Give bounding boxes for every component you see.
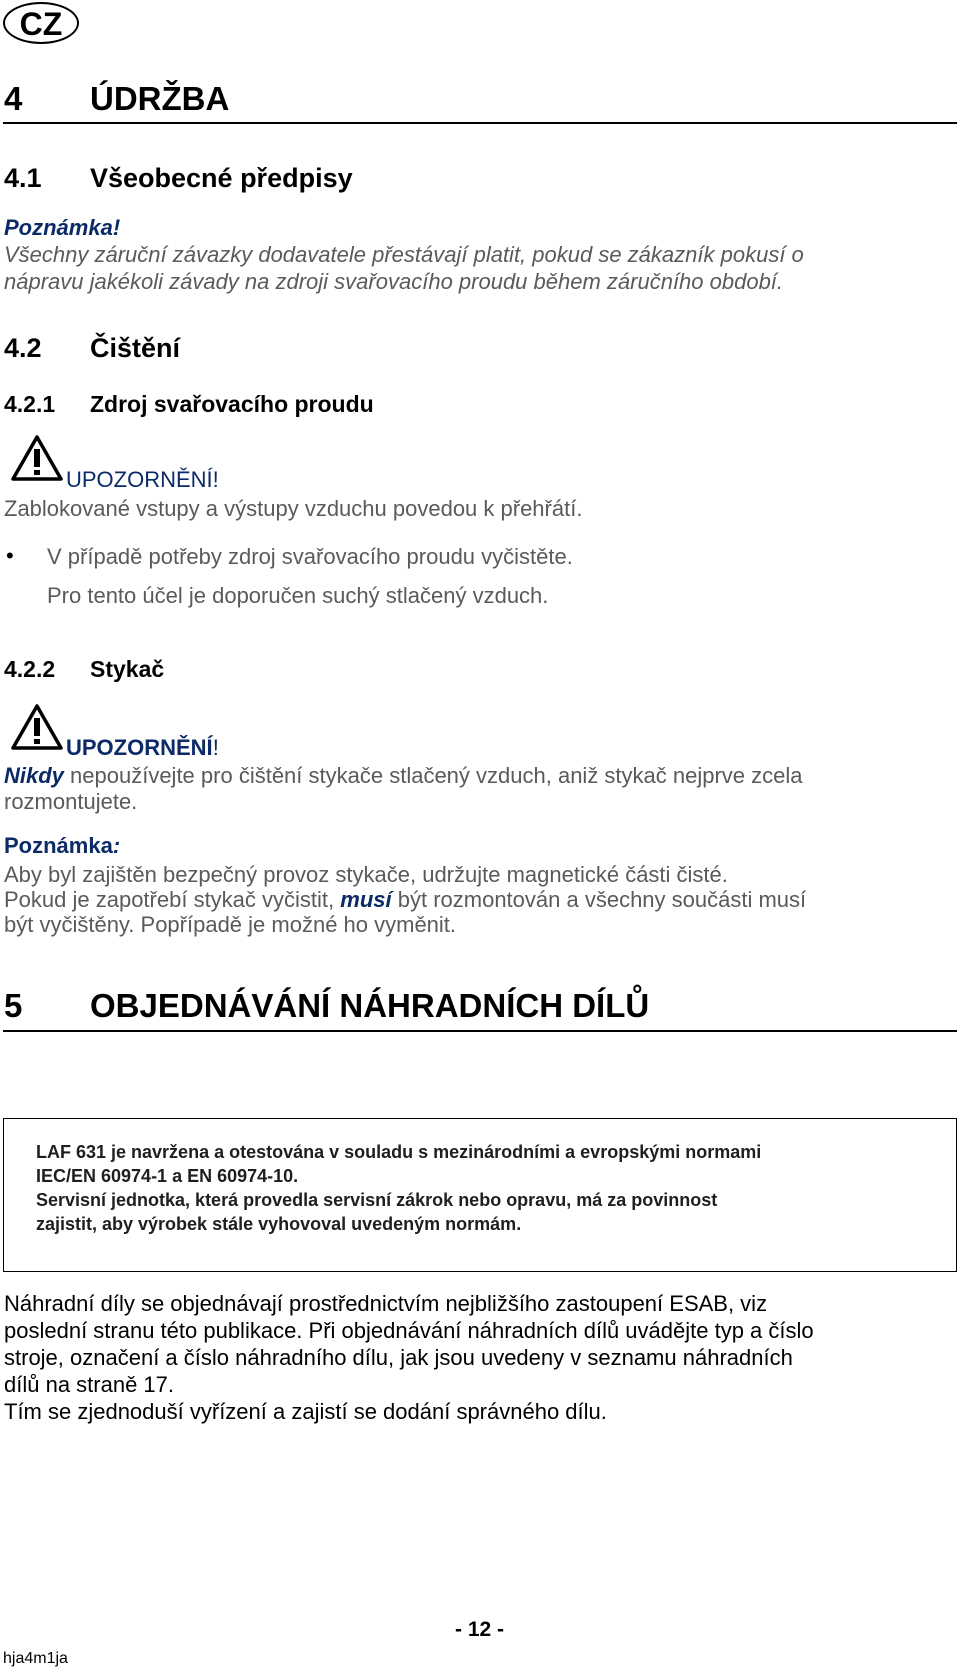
- note-label-text: Poznámka: [4, 833, 113, 858]
- section-number: 5: [4, 987, 23, 1024]
- warning-label-text: UPOZORNĚNÍ: [66, 735, 213, 760]
- emphasis: Nikdy: [4, 763, 64, 788]
- warning-text-line: [4, 762, 803, 790]
- section-4-2-2-heading: [4, 656, 164, 683]
- bullet-dot-icon: •: [6, 543, 14, 568]
- section-number: 4.2.2: [4, 656, 56, 682]
- section-number: 4.2: [4, 333, 42, 363]
- paragraph-line: dílů na straně 17.: [4, 1372, 175, 1397]
- section-title: Stykač: [90, 656, 165, 682]
- section-number: 4: [4, 80, 23, 117]
- note-text: Pokud je zapotřebí stykač vyčistit,: [4, 887, 341, 912]
- note-text-line: nápravu jakékoli závady na zdroji svařovacího proudu během záručního období.: [4, 269, 784, 294]
- paragraph-line: stroje, označení a číslo náhradního dílu, jak jsou uvedeny v seznamu náhradních: [4, 1345, 793, 1370]
- note-label-mark: :: [112, 833, 121, 858]
- page-number: - 12 -: [455, 1618, 505, 1641]
- section-4-1-heading: [4, 163, 353, 194]
- section-number: 4.1: [4, 163, 42, 193]
- note-text-line: [4, 886, 806, 914]
- paragraph-line: Tím se zjednoduší vyřízení a zajistí se dodání správného dílu.: [4, 1399, 607, 1424]
- document-code: hja4m1ja: [3, 1650, 68, 1667]
- warning-triangle-icon: [10, 434, 62, 480]
- note-text-line: Všechny záruční závazky dodavatele přestávají platit, pokud se zákazník pokusí o: [4, 242, 804, 267]
- notice-line: zajistit, aby výrobek stále vyhovoval uvedeným normám.: [36, 1214, 522, 1234]
- section-4-heading: [4, 80, 229, 118]
- heading-rule: [3, 122, 957, 124]
- heading-rule: [3, 1030, 957, 1032]
- notice-line: LAF 631 je navržena a otestována v souladu s mezinárodními a evropskými normami: [36, 1142, 762, 1162]
- warning-label-text: UPOZORNĚNÍ!: [66, 467, 219, 492]
- note-text-line: být vyčištěny. Popřípadě je možné ho vyměnit.: [4, 912, 457, 937]
- notice-line: IEC/EN 60974-1 a EN 60974-10.: [36, 1166, 299, 1186]
- section-number: 4.2.1: [4, 391, 56, 417]
- warning-label: [66, 466, 219, 494]
- warning-label: [66, 734, 219, 762]
- warning-text: nepoužívejte pro čištění stykače stlačený vzduch, aniž stykač nejprve zcela: [63, 763, 803, 788]
- language-badge: CZ: [3, 2, 79, 44]
- bullet-text-line: Pro tento účel je doporučen suchý stlačený vzduch.: [47, 583, 549, 608]
- section-title: Zdroj svařovacího proudu: [90, 391, 374, 417]
- section-title: ÚDRŽBA: [90, 80, 230, 117]
- warning-label-mark: !: [212, 735, 219, 760]
- note-label: Poznámka!: [4, 215, 121, 240]
- warning-text: Zablokované vstupy a výstupy vzduchu povedou k přehřátí.: [4, 496, 583, 521]
- notice-line: Servisní jednotka, která provedla servisní zákrok nebo opravu, má za povinnost: [36, 1190, 718, 1210]
- paragraph-line: poslední stranu této publikace. Při objednávání náhradních dílů uvádějte typ a číslo: [4, 1318, 814, 1343]
- section-title: OBJEDNÁVÁNÍ NÁHRADNÍCH DÍLŮ: [90, 987, 650, 1024]
- paragraph-line: Náhradní díly se objednávají prostřednictvím nejbližšího zastoupení ESAB, viz: [4, 1291, 768, 1316]
- section-title: Čištění: [90, 333, 181, 363]
- section-4-2-1-heading: [4, 391, 374, 418]
- note-text-line: Aby byl zajištěn bezpečný provoz stykače, udržujte magnetické části čisté.: [4, 862, 728, 887]
- emphasis: musí: [340, 887, 392, 912]
- section-4-2-heading: [4, 333, 180, 364]
- section-5-heading: [4, 987, 649, 1025]
- section-title: Všeobecné předpisy: [90, 163, 353, 193]
- warning-text-line: rozmontujete.: [4, 789, 138, 814]
- bullet-text-line: V případě potřeby zdroj svařovacího proudu vyčistěte.: [47, 544, 573, 569]
- warning-triangle-icon: [10, 703, 62, 749]
- note-text: být rozmontován a všechny součásti musí: [391, 887, 807, 912]
- note-label: [4, 832, 120, 860]
